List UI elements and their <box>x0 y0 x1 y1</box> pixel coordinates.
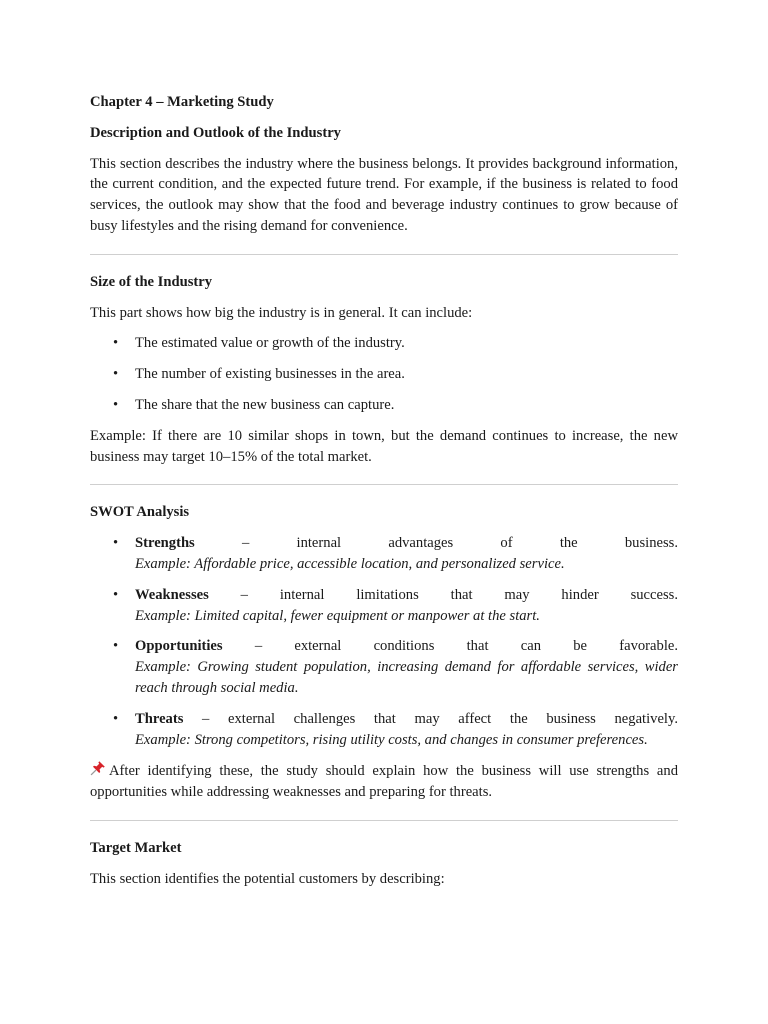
divider <box>90 254 678 255</box>
section-heading-industry-size: Size of the Industry <box>90 273 213 290</box>
list-item: • The number of existing businesses in the area. <box>90 364 678 385</box>
chapter-title: Chapter 4 – Marketing Study <box>90 94 274 110</box>
list-item-strengths <box>90 533 678 575</box>
swot-desc: – external challenges that may affect the business negatively. <box>183 710 678 727</box>
swot-note-text: After identifying these, the study should explain how the business will use strengths and opportunities while addressing weaknesses and preparing for threats. <box>90 763 678 801</box>
bullet-icon: • <box>113 396 119 413</box>
swot-term: Threats <box>135 710 184 727</box>
section-intro-target-market: This section identifies the potential customers by describing: <box>90 870 445 887</box>
swot-example: Example: Limited capital, fewer equipment or manpower at the start. <box>135 607 540 624</box>
list-item-opportunities <box>90 636 678 698</box>
industry-size-example: Example: If there are 10 similar shops in town, but the demand continues to increase, the new business may target 10–15% of the total market. <box>90 427 678 465</box>
swot-term: Strengths <box>135 535 195 552</box>
list-item: • The estimated value or growth of the industry. <box>90 333 678 354</box>
swot-desc: – external conditions that can be favorable. <box>222 638 678 655</box>
swot-term: Opportunities <box>135 638 223 655</box>
swot-list <box>90 533 678 750</box>
pushpin-icon <box>90 760 106 776</box>
industry-size-list <box>90 333 678 415</box>
list-item-weaknesses <box>90 585 678 627</box>
bullet-icon: • <box>113 366 119 383</box>
swot-desc: – internal advantages of the business. <box>194 535 678 552</box>
bullet-icon: • <box>113 335 119 352</box>
bullet-icon: • <box>113 535 119 552</box>
section-heading-target-market: Target Market <box>90 839 182 856</box>
swot-example: Example: Growing student population, increasing demand for affordable services, wider reach through social media. <box>135 659 678 696</box>
swot-desc: – internal limitations that may hinder success. <box>208 586 678 603</box>
swot-term: Weaknesses <box>135 586 209 603</box>
list-item-threats <box>90 709 678 751</box>
swot-example: Example: Strong competitors, rising utility costs, and changes in consumer preferences. <box>135 731 648 748</box>
section-intro-industry-size: This part shows how big the industry is in general. It can include: <box>90 304 473 321</box>
divider <box>90 484 678 485</box>
document-page <box>90 92 678 890</box>
section-heading-industry-outlook: Description and Outlook of the Industry <box>90 124 341 141</box>
swot-example: Example: Affordable price, accessible location, and personalized service. <box>135 555 565 572</box>
list-item: • The share that the new business can capture. <box>90 395 678 416</box>
divider <box>90 820 678 821</box>
bullet-icon: • <box>113 710 119 727</box>
bullet-icon: • <box>113 586 119 603</box>
bullet-icon: • <box>113 638 119 655</box>
swot-note <box>90 760 678 803</box>
section-heading-swot: SWOT Analysis <box>90 504 190 521</box>
section-body-industry-outlook: This section describes the industry where the business belongs. It provides background information, the current condition, and the expected future trend. For example, if the business is related to food services, the outlook may show that the food and beverage industry continues to grow because of busy lifestyles and the rising demand for convenience. <box>90 155 678 234</box>
